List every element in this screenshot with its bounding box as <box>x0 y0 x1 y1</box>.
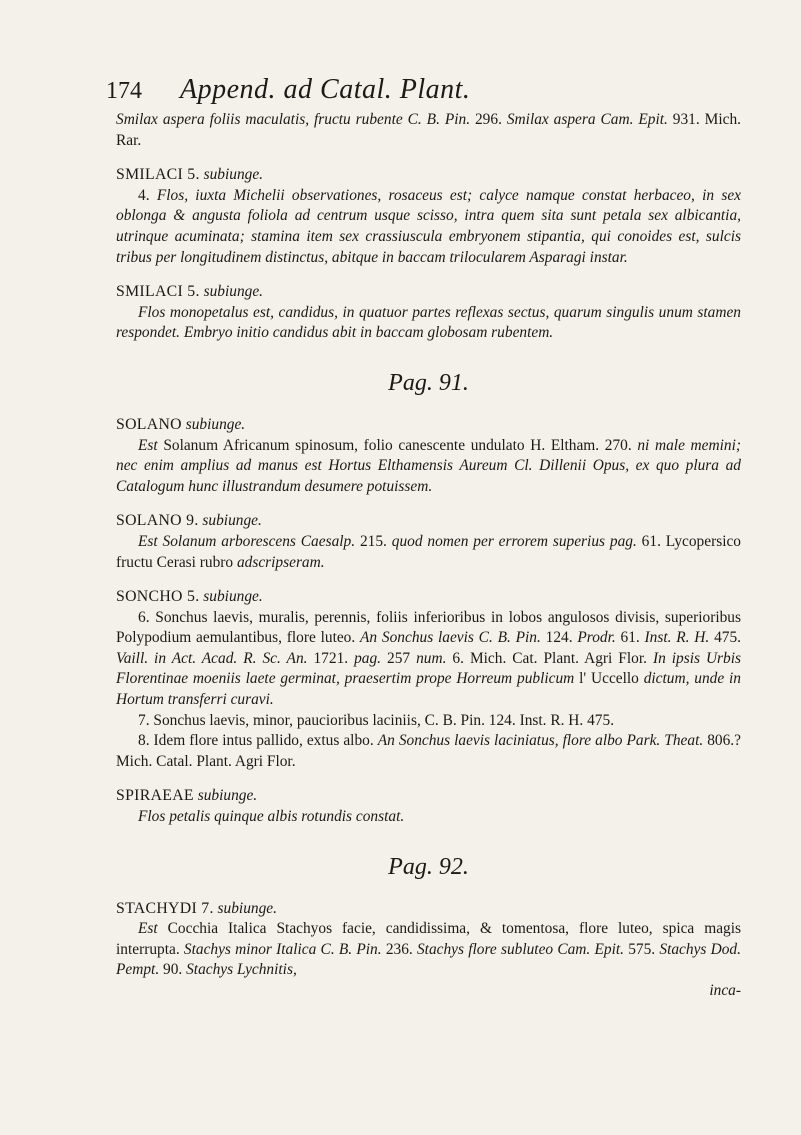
text-run: 236. <box>381 940 417 958</box>
text-run: l' Uccello <box>574 670 644 688</box>
text-run: 575. <box>623 940 660 958</box>
text-run: 7. Sonchus laevis, minor, paucioribus laciniis, C. B. Pin. 124. Inst. R. H. 475. <box>138 711 615 729</box>
page-reference-92: Pag. 92. <box>388 853 469 880</box>
running-title: Append. ad Catal. Plant. <box>180 74 471 105</box>
text-run: Stachys minor Italica C. B. Pin. <box>183 940 382 958</box>
text-run: ni male memini; nec enim amplius ad manus est Hortus Elthamensis Aureum Cl. Dillenii Opus, ex quo plura ad Catalogum hunc illustrandum desumere potuissem. <box>116 436 741 495</box>
text-run: 1721. <box>307 649 355 667</box>
entry-solano-2 <box>116 511 741 573</box>
text-run: Inst. R. H. <box>644 629 710 647</box>
text-run: 6. Sonchus laevis, muralis, perennis, foliis inferioribus in lobos angulosos divisis, superioribus Polypodium aemulantibus, flore luteo. <box>116 608 741 647</box>
entry-body-8 <box>116 731 741 772</box>
text-run: 215. <box>355 532 392 550</box>
text-run: Flos monopetalus est, candidus, in quatuor partes reflexas sectus, quarum singulis unum stamen respondet. Embryo initio candidus abit in baccam globosam rubentem. <box>116 303 741 342</box>
page-number: 174 <box>106 78 142 104</box>
page-reference-91: Pag. 91. <box>388 369 469 396</box>
text-run: Smilax aspera Cam. Epit. <box>506 111 668 128</box>
text-run: 61. <box>615 629 645 647</box>
text-run: 257 <box>381 649 417 667</box>
text-run: 296. <box>470 111 507 128</box>
catchword: inca- <box>709 982 741 999</box>
text-run: An Sonchus laevis C. B. Pin. <box>360 629 541 647</box>
text-run: 4. <box>138 186 157 204</box>
text-run: Cocchia Italica Stachyos facie, candidissima, & tomentosa, flore luteo, spica magis interrupta. <box>116 920 741 958</box>
text-run: Prodr. <box>577 629 616 647</box>
text-run: pag. <box>354 649 382 667</box>
entry-lemma: SMILACI 5. <box>116 283 200 301</box>
text-run: dictum, unde in Hortum transferri curavi. <box>116 670 741 709</box>
entry-lemma: STACHYDI 7. <box>116 899 214 917</box>
text-run: 61. Lycopersico fructu Cerasi rubro <box>116 532 741 571</box>
entry-solano-1 <box>116 415 741 497</box>
entry-directive: subiunge. <box>213 899 277 917</box>
text-run: Stachys flore subluteo Cam. Epit. <box>416 940 624 958</box>
entry-smilaci-2 <box>116 282 741 344</box>
text-run: Est <box>138 436 158 454</box>
intro-paragraph <box>116 110 741 151</box>
entry-body-6 <box>116 608 741 711</box>
running-head <box>106 74 741 106</box>
text-run: Vaill. in Act. Acad. R. Sc. An. <box>116 649 308 667</box>
text-run: num. <box>416 649 447 667</box>
entry-stachydi <box>116 899 741 1002</box>
entry-body <box>116 303 741 344</box>
entry-directive: subiunge. <box>193 787 258 805</box>
entry-body <box>116 532 741 573</box>
entry-soncho <box>116 587 741 772</box>
text-run: Flos petalis quinque albis rotundis constat. <box>138 808 405 826</box>
entry-lemma: SMILACI 5. <box>116 166 200 184</box>
entry-lemma: SOLANO <box>116 415 182 433</box>
entry-lemma: SPIRAEAE <box>116 787 194 805</box>
entry-body <box>116 436 741 498</box>
entry-body <box>116 807 741 828</box>
text-run: quod nomen per errorem superius pag. <box>391 532 637 550</box>
text-run: 806.? Mich. Catal. Plant. Agri Flor. <box>116 732 741 770</box>
entry-body <box>116 919 741 981</box>
text-run: Stachys Lychnitis, <box>186 961 297 979</box>
text-run: Solanum Africanum spinosum, folio canescente undulato H. Eltham. 270. <box>157 436 638 454</box>
text-run: Stachys Dod. Pempt. <box>116 940 741 979</box>
text-run: 931. Mich. Rar. <box>116 111 741 149</box>
text-run: Est <box>138 920 158 938</box>
text-run: 124. <box>540 629 578 647</box>
text-run: In ipsis Urbis Florentinae moeniis laete germinat, praesertim prope Horreum publicum <box>116 649 742 688</box>
entry-directive: subiunge. <box>199 588 263 606</box>
entry-directive: subiunge. <box>199 166 264 184</box>
entry-spiraeae <box>116 786 741 827</box>
entry-directive: subiunge. <box>181 415 246 433</box>
entry-smilaci-1 <box>116 165 741 268</box>
text-run: adscripseram. <box>236 553 325 571</box>
text-run: An Sonchus laevis laciniatus, flore albo Park. Theat. <box>377 732 704 750</box>
entry-directive: subiunge. <box>199 283 264 301</box>
entry-lemma: SONCHO 5. <box>116 588 200 606</box>
entry-directive: subiunge. <box>198 512 262 530</box>
text-run: Smilax aspera foliis maculatis, fructu rubente C. B. Pin. <box>116 111 471 128</box>
text-run: 8. Idem flore intus pallido, extus albo. <box>138 732 378 750</box>
entry-body-7 <box>116 711 741 732</box>
entry-body <box>116 186 741 268</box>
text-run: 475. <box>709 629 742 647</box>
text-run: 90. <box>159 961 187 979</box>
text-run: 6. Mich. Cat. Plant. Agri Flor. <box>446 649 653 667</box>
entry-lemma: SOLANO 9. <box>116 512 199 530</box>
text-run: Flos, iuxta Michelii observationes, rosaceus est; calyce namque constat herbaceo, in sex oblonga & angusta foliola ad centrum usque scisso, intra quem sita sunt petala sex albicantia, utrinque acuminata; stamina item sex crassiuscula embryonem stipantia, qui conoides est, sulcis tribus per longitudinem distinctus, abitque in baccam trilocularem Asparagi instar. <box>116 186 742 266</box>
text-run: Est Solanum arborescens Caesalp. <box>138 532 356 550</box>
